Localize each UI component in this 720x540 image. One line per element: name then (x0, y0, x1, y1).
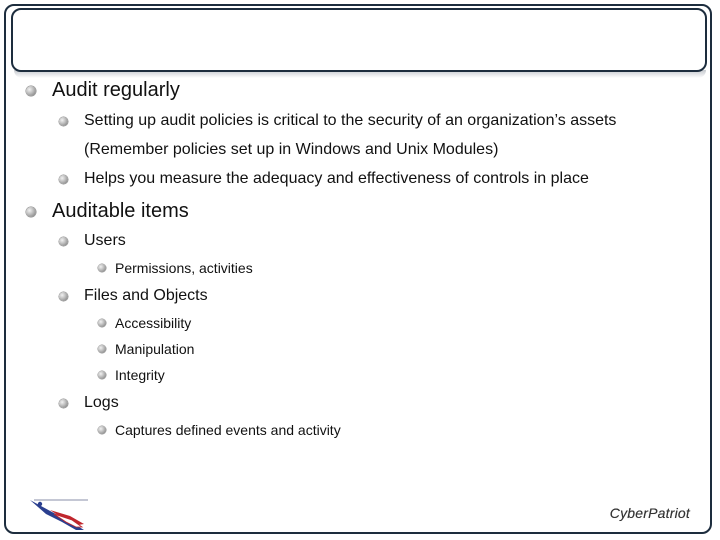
bullet-dot-icon (59, 399, 68, 408)
bullet-helps-measure (59, 170, 589, 188)
bullet-text: Audit regularly (52, 79, 180, 101)
bullet-text: Setting up audit policies is critical to the security of an organization’s assets (84, 112, 617, 129)
title-box (11, 8, 707, 72)
bullet-captures-events (98, 422, 341, 438)
bullet-dot-icon (59, 117, 68, 126)
bullet-dot-icon (59, 175, 68, 184)
cyberpatriot-brand: CyberPatriot (609, 505, 690, 521)
bullet-integrity (98, 367, 165, 383)
bullet-text: Users (84, 232, 126, 249)
bullet-continuation: (Remember policies set up in Windows and Unix Modules) (84, 141, 499, 158)
bullet-dot-icon (59, 292, 68, 301)
bullet-dot-icon (26, 207, 36, 217)
bullet-text: Manipulation (115, 341, 195, 357)
bullet-logs (59, 394, 119, 412)
bullet-text: Files and Objects (84, 287, 208, 304)
bullet-text: Accessibility (115, 315, 192, 331)
bullet-dot-icon (98, 426, 106, 434)
bullet-files-objects (59, 287, 208, 305)
bullet-text: Logs (84, 394, 119, 411)
bullet-dot-icon (59, 237, 68, 246)
bullet-auditable-items (26, 200, 189, 223)
bullet-text: Permissions, activities (115, 260, 253, 276)
bullet-dot-icon (98, 345, 106, 353)
logo-eagle-head (38, 502, 42, 506)
afa-eagle-logo-icon (24, 494, 94, 532)
bullet-manipulation (98, 341, 194, 357)
bullet-permissions (98, 260, 253, 276)
bullet-text: Helps you measure the adequacy and effectiveness of controls in place (84, 170, 589, 187)
bullet-dot-icon (26, 86, 36, 96)
bullet-text: Captures defined events and activity (115, 422, 341, 438)
bullet-users (59, 232, 126, 250)
bullet-text: Integrity (115, 367, 165, 383)
bullet-dot-icon (98, 319, 106, 327)
bullet-dot-icon (98, 371, 106, 379)
bullet-audit-regularly (26, 79, 180, 102)
bullet-dot-icon (98, 264, 106, 272)
bullet-setting-up-audit (59, 112, 616, 130)
bullet-accessibility (98, 315, 191, 331)
bullet-text: Auditable items (52, 200, 189, 222)
